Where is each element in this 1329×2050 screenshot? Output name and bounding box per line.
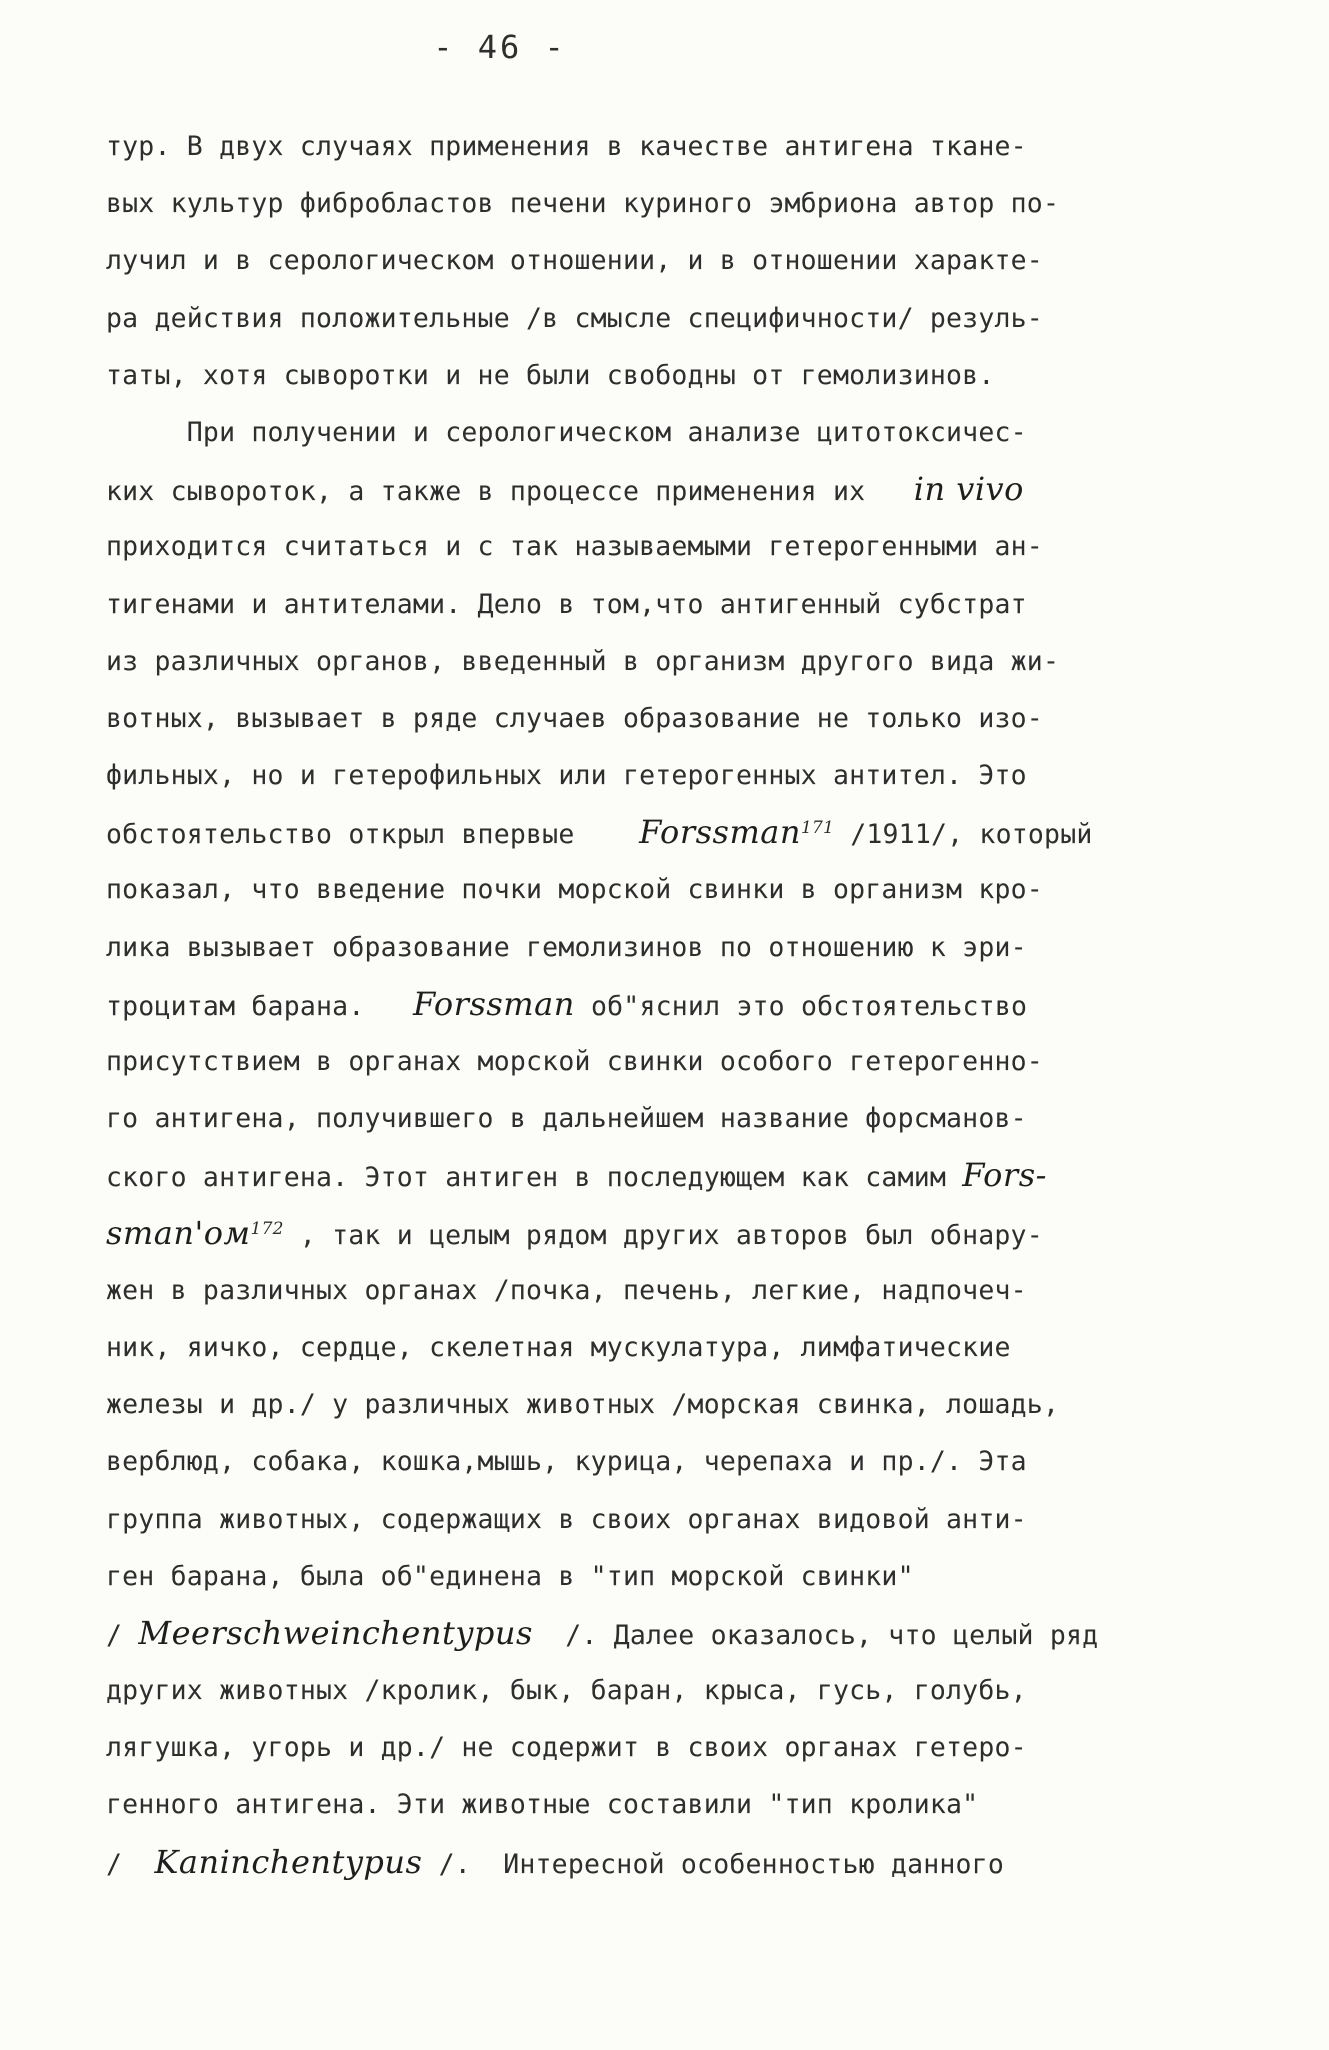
typed-text: жен в различных органах /почка, печень, легкие, надпочеч-	[106, 1274, 1027, 1306]
typed-text: присутствием в органах морской свинки особого гетерогенно-	[106, 1046, 1043, 1077]
typed-text: тур. В двух случаях применения в качестве антигена ткане-	[106, 131, 1027, 162]
typed-text: обстоятельство открыл впервые	[106, 819, 640, 851]
text-line	[106, 1605, 1246, 1662]
text-line	[106, 976, 1246, 1033]
typed-text: фильных, но и гетерофильных или гетерогенных антител. Это	[106, 760, 1027, 792]
handwritten-term: sman'ом	[106, 1213, 251, 1252]
page-number: - 46 -	[433, 28, 567, 66]
typed-text: показал, что введение почки морской свинки в организм кро-	[106, 874, 1043, 906]
text-line	[106, 1433, 1246, 1490]
text-line	[106, 1834, 1246, 1891]
typed-text: тигенами и антителами. Дело в том,что антигенный субстрат	[106, 588, 1027, 620]
text-line	[106, 404, 1246, 461]
text-line	[106, 1491, 1246, 1548]
typed-text: из различных органов, введенный в организм другого вида жи-	[106, 645, 1060, 677]
typed-text: лучил и в серологическом отношении, и в отношении характе-	[106, 245, 1043, 277]
text-line	[106, 1548, 1246, 1605]
typed-text: вых культур фибробластов печени куриного эмбриона автор по-	[106, 188, 1060, 220]
text-line	[106, 518, 1246, 575]
typed-text: лягушка, угорь и др./ не содержит в своих органах гетеро-	[106, 1732, 1027, 1764]
typed-text: /. Интересной особенностью данного	[422, 1848, 1004, 1880]
typed-text: приходится считаться и с так называемыми гетерогенными ан-	[106, 531, 1043, 563]
typed-text: ких сывороток, а также в процессе применения их	[106, 476, 914, 508]
typed-text: /. Далее оказалось, что целый ряд	[532, 1619, 1099, 1651]
typed-text: го антигена, получившего в дальнейшем название форсманов-	[106, 1103, 1027, 1135]
typed-text: троцитам барана.	[106, 990, 413, 1022]
text-line	[106, 576, 1246, 633]
typed-text: железы и др./ у различных животных /морская свинка, лошадь,	[106, 1389, 1060, 1421]
handwritten-term: Fors-	[962, 1156, 1047, 1195]
text-line	[106, 290, 1246, 347]
text-line	[106, 232, 1246, 289]
handwritten-term: Forssman	[639, 813, 801, 852]
text-line	[106, 1662, 1246, 1719]
handwritten-term: Forssman	[412, 984, 575, 1023]
typed-text: /	[106, 1848, 155, 1880]
text-line	[106, 1776, 1246, 1833]
text-line	[106, 690, 1246, 747]
reference-number: 171	[800, 818, 835, 839]
typed-text: ра действия положительные /в смысле специфичности/ резуль-	[106, 302, 1043, 334]
text-line	[106, 747, 1246, 804]
typed-text: ген барана, была об"единена в "тип морской свинки"	[106, 1560, 914, 1592]
text-line	[106, 861, 1246, 918]
text-line	[106, 1719, 1246, 1776]
handwritten-term: in vivo	[913, 470, 1024, 509]
text-line	[106, 1147, 1246, 1204]
typed-text: верблюд, собака, кошка,мышь, курица, черепаха и пр./. Эта	[106, 1446, 1027, 1478]
body-text	[106, 118, 1246, 1891]
text-line	[106, 1376, 1246, 1433]
typed-text: генного антигена. Эти животные составили "тип кролика"	[106, 1789, 979, 1821]
text-line	[106, 461, 1246, 518]
text-line	[106, 347, 1246, 404]
typed-text: об"яснил это обстоятельство	[574, 990, 1028, 1022]
typed-text: других животных /кролик, бык, баран, крыса, гусь, голубь,	[106, 1675, 1027, 1707]
typed-text: вотных, вызывает в ряде случаев образование не только изо-	[106, 702, 1043, 734]
handwritten-term: Kaninchentypus	[154, 1842, 423, 1881]
text-line	[106, 919, 1246, 976]
text-line	[106, 175, 1246, 232]
typed-text: лика вызывает образование гемолизинов по отношению к эри-	[106, 931, 1027, 963]
typed-text: , так и целым рядом других авторов был обнару-	[283, 1219, 1043, 1251]
typed-text: ник, яичко, сердце, скелетная мускулатура, лимфатические	[106, 1331, 1011, 1363]
handwritten-term: Meerschweinchentypus	[138, 1613, 533, 1652]
typed-text: /	[106, 1619, 139, 1651]
text-line	[106, 633, 1246, 690]
text-line	[106, 118, 1246, 175]
text-line	[106, 1033, 1246, 1090]
typed-text: При получении и серологическом анализе цитотоксичес-	[106, 416, 1027, 448]
typed-text: /1911/, который	[834, 819, 1093, 851]
text-line	[106, 1205, 1246, 1262]
typed-text: группа животных, содержащих в своих органах видовой анти-	[106, 1503, 1027, 1535]
text-line	[106, 804, 1246, 861]
typed-text: ского антигена. Этот антиген в последующем как самим	[106, 1162, 963, 1194]
text-line	[106, 1319, 1246, 1376]
typed-text: таты, хотя сыворотки и не были свободны от гемолизинов.	[106, 359, 995, 391]
text-line	[106, 1262, 1246, 1319]
reference-number: 172	[250, 1218, 284, 1239]
text-line	[106, 1090, 1246, 1147]
